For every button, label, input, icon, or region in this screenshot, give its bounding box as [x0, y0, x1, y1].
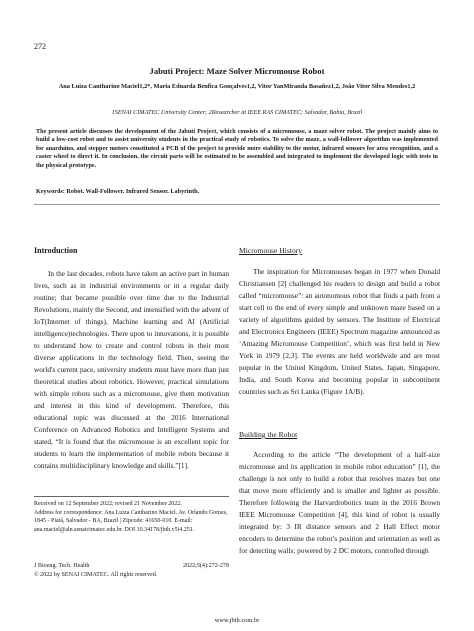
footnote	[34, 500, 229, 534]
building-robot-body	[239, 449, 440, 557]
journal-name: J Bioeng. Tech. Health	[34, 563, 90, 569]
intro-paragraph: In the last decades, robots have taken an active part in human lives, such as in industrial environments or in a regular daily routine; that became possible over time due to the Industrial Revolutions, mainly the Second, and intensified with the advent of IoT(Internet of things), Machine learning and AI (Artificial intelligence)technologies. There upon to innovations, it is possible to understand how to create and control robots in their most diverse applications in the technology field. Then, seeing the world's current pace, university students must have more than just theoretical studies about robotics. However, practical simulations with simple robots such as a micromouse, give them motivation and interest in this kind of development. Therefore, this educational topic was discussed at the 2016 International Conference on Advanced Robotics and Intelligent Systems and stated, “It is found that the micromouse is an excellent topic for students to learn the implementation of mobile robots because it contains multidisciplinary knowledge and skills.”[1].	[34, 269, 229, 470]
journal-volume: 2022;5(4):272-278	[182, 563, 229, 569]
header-divider	[34, 204, 440, 205]
introduction-body	[34, 268, 229, 472]
micromouse-history-body	[239, 266, 440, 398]
journal-citation	[34, 563, 229, 569]
footnote-divider	[34, 496, 229, 497]
micromouse-history-heading: Micromouse History	[239, 246, 303, 255]
author-list: Ana Luiza Cantharino Maciel1,2*, Maria Eduarda Benfica Gonçalves1,2, Vitor YanMiranda Basañez1,2, João Vitor Silva Mendes1,2	[58, 83, 416, 90]
page-number: 272	[34, 42, 46, 51]
history-paragraph: The inspiration for Micromouses began in 1977 when Donald Christiansen [2] challenged his readers to design and build a robot called “micromouse”: an autonomous robot that finds a path from a start cell to the end of every simple and unknown maze based on a variety of algorithms guided by sensors. The Institute of Electrical and Electronics Engineers (IEEE) Spectrum magazine announced as ‘Amazing Micromouse Competition’, which was first held in New York in 1979 [2,3]. The events are held worldwide and are most popular in the United Kingdom, United States, Japan, Singapore, India, and South Korea and becoming popular in subcontinent countries such as Sri Lanka (Figure 1A/B).	[239, 267, 440, 396]
introduction-heading: Introduction	[34, 246, 78, 255]
affiliations: 1SENAI CIMATEC University Center; 2Researcher at IEEE RAS CIMATEC; Salvador, Bahia, Brazil	[111, 109, 363, 116]
building-robot-heading: Building the Robot	[239, 430, 298, 439]
paper-title: Jabuti Project: Maze Solver Micromouse Robot	[149, 66, 325, 76]
abstract: The present article discusses the development of the Jabuti Project, which consists of a micromouse, a maze solver robot. The project mainly aims to build a low-cost robot and to assist university students in the practical study of robotics. To solve the maze, a wall-follower algorithm was implemented for anarduino, and stepper motors constituted a PCB of the project to provide more stability to the motor, infrared sensors for area recognition, and a caster wheel to direct it. In conclusion, the circuit parts will be estimated to be assembled and integrated to implement the developed logic with tests in the physical prototype.	[36, 128, 438, 169]
copyright: © 2022 by SENAI CIMATEC. All rights reserved.	[34, 572, 158, 578]
correspondence-address: Address for correspondence: Ana Luiza Cantharino Maciel. Av. Orlando Gomes, 1845 - Piatã, Salvador - BA, Brazil | Zipcode: 41650-010. E-mail: ana.maciel@aln.senaicimatec.edu.br. DOI 10.34178/jbth.v5i4.251.	[34, 509, 228, 533]
keywords: Keywords: Robot. Wall-Follower. Infrared Sensor. Labyrinth.	[36, 188, 200, 195]
building-paragraph: According to the article “The development of a half-size micromouse and its application in mobile robot education” [1], the challenge is not only to build a robot that resolves mazes but one that move more efficiently and is smaller and lighter as possible. Therefore following the Harvardrobotics team in the 2016 Brown IEEE Micromouse Competition [4], this kind of robot is usually integrated by: 3 IR distance sensors and 2 Hall Effect motor encoders to determine the robot’s position and orientation as well as for detecting walls; powered by 2 DC motors, controlled through	[239, 450, 440, 555]
website-footer: www.jbth.com.br	[214, 617, 260, 624]
received-dates: Received on 12 September 2022; revised 21 November 2022.	[34, 501, 182, 507]
